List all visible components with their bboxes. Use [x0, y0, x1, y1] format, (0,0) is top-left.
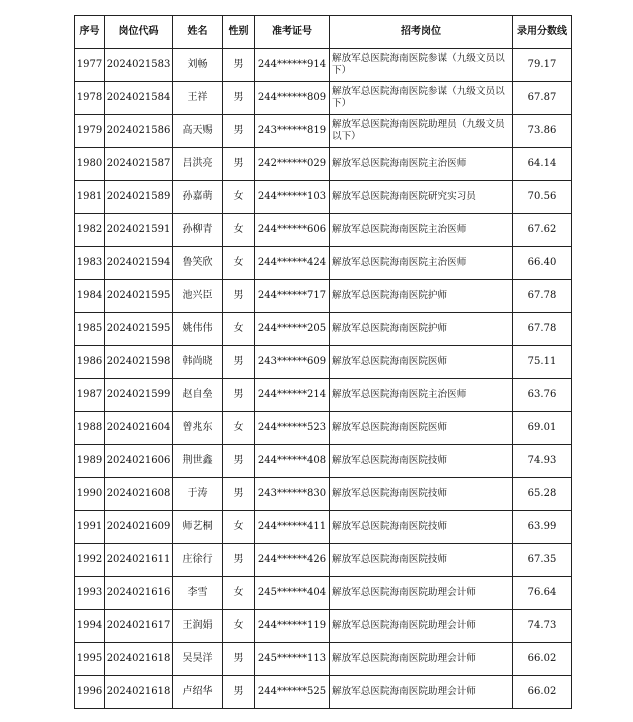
cell-score: 69.01 — [513, 412, 572, 445]
cell-position: 解放军总医院海南医院主治医师 — [330, 247, 513, 280]
cell-position: 解放军总医院海南医院技师 — [330, 478, 513, 511]
cell-seq: 1979 — [75, 115, 105, 148]
cell-seq: 1986 — [75, 346, 105, 379]
table-body — [75, 49, 572, 709]
cell-name: 王祥 — [173, 82, 223, 115]
table-row — [75, 610, 572, 643]
cell-gender: 女 — [223, 412, 255, 445]
cell-post-code: 2024021611 — [105, 544, 173, 577]
cell-position: 解放军总医院海南医院助理员（九级文员以下） — [330, 115, 513, 148]
cell-seq: 1981 — [75, 181, 105, 214]
table-row — [75, 148, 572, 181]
cell-post-code: 2024021604 — [105, 412, 173, 445]
cell-post-code: 2024021598 — [105, 346, 173, 379]
admission-score-table — [74, 15, 572, 709]
cell-seq: 1985 — [75, 313, 105, 346]
header-position: 招考岗位 — [330, 16, 513, 49]
cell-position: 解放军总医院海南医院助理会计师 — [330, 676, 513, 709]
header-seq: 序号 — [75, 16, 105, 49]
cell-seq: 1987 — [75, 379, 105, 412]
table-row — [75, 643, 572, 676]
cell-exam-no: 244******411 — [255, 511, 330, 544]
cell-name: 师艺桐 — [173, 511, 223, 544]
cell-name: 于涛 — [173, 478, 223, 511]
table-row — [75, 511, 572, 544]
cell-post-code: 2024021589 — [105, 181, 173, 214]
cell-name: 荆世鑫 — [173, 445, 223, 478]
cell-seq: 1992 — [75, 544, 105, 577]
cell-score: 66.02 — [513, 676, 572, 709]
cell-position: 解放军总医院海南医院研究实习员 — [330, 181, 513, 214]
cell-exam-no: 244******809 — [255, 82, 330, 115]
cell-post-code: 2024021616 — [105, 577, 173, 610]
cell-name: 王润娟 — [173, 610, 223, 643]
cell-name: 赵自垒 — [173, 379, 223, 412]
cell-position: 解放军总医院海南医院主治医师 — [330, 214, 513, 247]
table-row — [75, 346, 572, 379]
table-row — [75, 247, 572, 280]
cell-gender: 女 — [223, 181, 255, 214]
cell-name: 孙柳青 — [173, 214, 223, 247]
cell-post-code: 2024021587 — [105, 148, 173, 181]
cell-score: 74.73 — [513, 610, 572, 643]
cell-gender: 女 — [223, 511, 255, 544]
cell-post-code: 2024021594 — [105, 247, 173, 280]
cell-position: 解放军总医院海南医院助理会计师 — [330, 610, 513, 643]
cell-post-code: 2024021595 — [105, 280, 173, 313]
cell-score: 65.28 — [513, 478, 572, 511]
cell-score: 67.62 — [513, 214, 572, 247]
cell-seq: 1982 — [75, 214, 105, 247]
table-row — [75, 676, 572, 709]
table-row — [75, 181, 572, 214]
header-score: 录用分数线 — [513, 16, 572, 49]
cell-exam-no: 242******029 — [255, 148, 330, 181]
cell-position: 解放军总医院海南医院助理会计师 — [330, 643, 513, 676]
cell-score: 64.14 — [513, 148, 572, 181]
table-row — [75, 313, 572, 346]
cell-score: 79.17 — [513, 49, 572, 82]
cell-exam-no: 244******214 — [255, 379, 330, 412]
cell-exam-no: 244******103 — [255, 181, 330, 214]
header-row — [75, 16, 572, 49]
cell-exam-no: 243******819 — [255, 115, 330, 148]
cell-gender: 男 — [223, 346, 255, 379]
cell-post-code: 2024021584 — [105, 82, 173, 115]
cell-gender: 女 — [223, 313, 255, 346]
cell-position: 解放军总医院海南医院主治医师 — [330, 148, 513, 181]
header-exam-no: 准考证号 — [255, 16, 330, 49]
cell-post-code: 2024021618 — [105, 676, 173, 709]
cell-seq: 1996 — [75, 676, 105, 709]
cell-gender: 男 — [223, 379, 255, 412]
table-row — [75, 478, 572, 511]
cell-score: 66.40 — [513, 247, 572, 280]
cell-score: 66.02 — [513, 643, 572, 676]
table-row — [75, 445, 572, 478]
cell-score: 73.86 — [513, 115, 572, 148]
cell-gender: 男 — [223, 544, 255, 577]
header-name: 姓名 — [173, 16, 223, 49]
cell-seq: 1993 — [75, 577, 105, 610]
cell-gender: 男 — [223, 445, 255, 478]
table-row — [75, 280, 572, 313]
cell-score: 76.64 — [513, 577, 572, 610]
cell-name: 刘畅 — [173, 49, 223, 82]
cell-name: 鲁笑欣 — [173, 247, 223, 280]
cell-exam-no: 244******525 — [255, 676, 330, 709]
cell-position: 解放军总医院海南医院护师 — [330, 313, 513, 346]
cell-name: 曾兆东 — [173, 412, 223, 445]
header-gender: 性别 — [223, 16, 255, 49]
table-row — [75, 214, 572, 247]
cell-seq: 1984 — [75, 280, 105, 313]
cell-seq: 1977 — [75, 49, 105, 82]
table-row — [75, 115, 572, 148]
cell-score: 67.35 — [513, 544, 572, 577]
cell-gender: 男 — [223, 49, 255, 82]
cell-post-code: 2024021618 — [105, 643, 173, 676]
cell-gender: 男 — [223, 643, 255, 676]
cell-post-code: 2024021606 — [105, 445, 173, 478]
cell-score: 63.99 — [513, 511, 572, 544]
cell-name: 韩尚晓 — [173, 346, 223, 379]
cell-position: 解放军总医院海南医院医师 — [330, 346, 513, 379]
cell-score: 67.87 — [513, 82, 572, 115]
cell-exam-no: 244******606 — [255, 214, 330, 247]
cell-seq: 1983 — [75, 247, 105, 280]
cell-gender: 男 — [223, 676, 255, 709]
cell-score: 67.78 — [513, 280, 572, 313]
table-header — [75, 16, 572, 49]
cell-exam-no: 245******113 — [255, 643, 330, 676]
cell-name: 姚伟伟 — [173, 313, 223, 346]
cell-score: 63.76 — [513, 379, 572, 412]
cell-gender: 女 — [223, 247, 255, 280]
cell-name: 池兴臣 — [173, 280, 223, 313]
cell-post-code: 2024021608 — [105, 478, 173, 511]
cell-score: 67.78 — [513, 313, 572, 346]
cell-position: 解放军总医院海南医院护师 — [330, 280, 513, 313]
header-post-code: 岗位代码 — [105, 16, 173, 49]
cell-exam-no: 244******205 — [255, 313, 330, 346]
cell-name: 高天赐 — [173, 115, 223, 148]
cell-name: 吕洪亮 — [173, 148, 223, 181]
cell-exam-no: 243******609 — [255, 346, 330, 379]
cell-gender: 男 — [223, 478, 255, 511]
table-row — [75, 379, 572, 412]
cell-name: 庄徐行 — [173, 544, 223, 577]
cell-seq: 1980 — [75, 148, 105, 181]
cell-position: 解放军总医院海南医院参谋（九级文员以下） — [330, 49, 513, 82]
cell-gender: 男 — [223, 82, 255, 115]
cell-gender: 男 — [223, 148, 255, 181]
cell-gender: 女 — [223, 610, 255, 643]
cell-seq: 1995 — [75, 643, 105, 676]
cell-position: 解放军总医院海南医院助理会计师 — [330, 577, 513, 610]
cell-seq: 1988 — [75, 412, 105, 445]
table-row — [75, 412, 572, 445]
table-row — [75, 82, 572, 115]
cell-post-code: 2024021583 — [105, 49, 173, 82]
cell-post-code: 2024021591 — [105, 214, 173, 247]
cell-post-code: 2024021595 — [105, 313, 173, 346]
cell-score: 74.93 — [513, 445, 572, 478]
cell-seq: 1989 — [75, 445, 105, 478]
cell-position: 解放军总医院海南医院主治医师 — [330, 379, 513, 412]
cell-exam-no: 244******426 — [255, 544, 330, 577]
cell-position: 解放军总医院海南医院技师 — [330, 445, 513, 478]
table-row — [75, 577, 572, 610]
cell-exam-no: 244******424 — [255, 247, 330, 280]
cell-exam-no: 244******523 — [255, 412, 330, 445]
cell-gender: 女 — [223, 577, 255, 610]
cell-exam-no: 244******717 — [255, 280, 330, 313]
cell-post-code: 2024021599 — [105, 379, 173, 412]
cell-exam-no: 244******408 — [255, 445, 330, 478]
cell-score: 70.56 — [513, 181, 572, 214]
cell-name: 卢绍华 — [173, 676, 223, 709]
cell-gender: 男 — [223, 280, 255, 313]
cell-post-code: 2024021609 — [105, 511, 173, 544]
cell-name: 李雪 — [173, 577, 223, 610]
cell-position: 解放军总医院海南医院医师 — [330, 412, 513, 445]
cell-gender: 女 — [223, 214, 255, 247]
cell-seq: 1978 — [75, 82, 105, 115]
cell-exam-no: 244******914 — [255, 49, 330, 82]
cell-exam-no: 243******830 — [255, 478, 330, 511]
cell-post-code: 2024021617 — [105, 610, 173, 643]
cell-seq: 1991 — [75, 511, 105, 544]
cell-position: 解放军总医院海南医院参谋（九级文员以下） — [330, 82, 513, 115]
cell-gender: 男 — [223, 115, 255, 148]
cell-seq: 1994 — [75, 610, 105, 643]
cell-position: 解放军总医院海南医院技师 — [330, 544, 513, 577]
cell-name: 孙嘉萌 — [173, 181, 223, 214]
cell-seq: 1990 — [75, 478, 105, 511]
cell-exam-no: 245******404 — [255, 577, 330, 610]
cell-post-code: 2024021586 — [105, 115, 173, 148]
cell-exam-no: 244******119 — [255, 610, 330, 643]
cell-score: 75.11 — [513, 346, 572, 379]
table-row — [75, 544, 572, 577]
cell-name: 吴昊洋 — [173, 643, 223, 676]
table-row — [75, 49, 572, 82]
cell-position: 解放军总医院海南医院技师 — [330, 511, 513, 544]
